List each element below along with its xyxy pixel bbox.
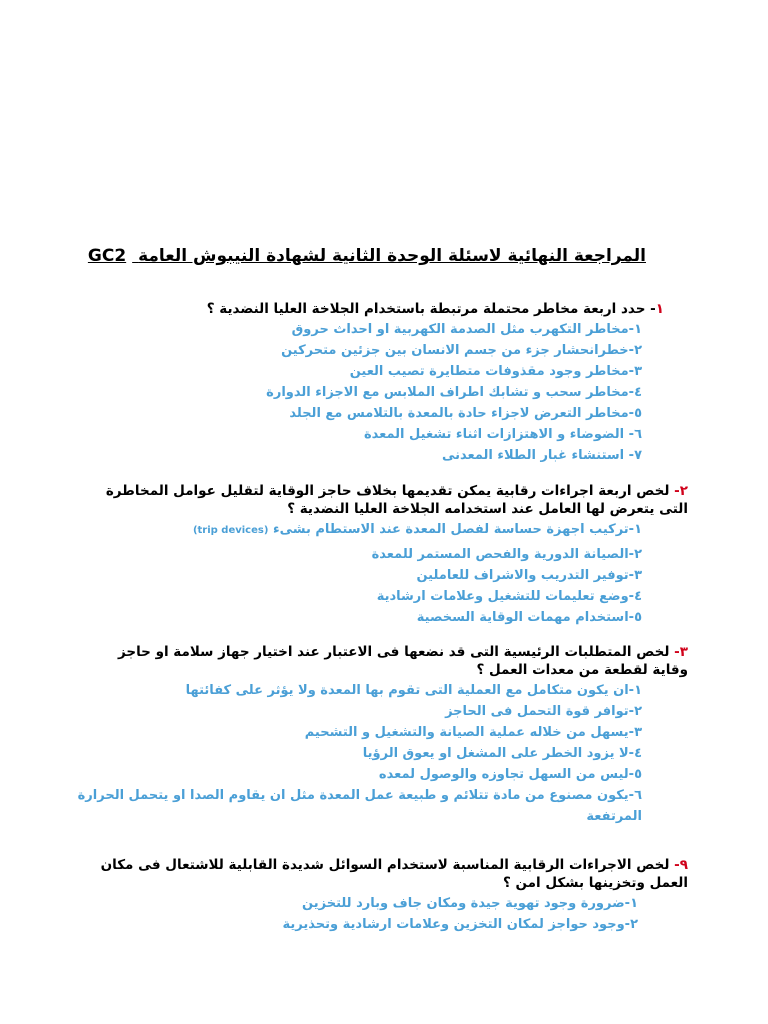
answer-item: ٧- استنشاء غبار الطلاء المعدنى [441,448,642,463]
question-text: لخص اربعة اجراءات رقابية يمكن تقديمها بخلاف حاجز الوقاية لتقليل عوامل المخاطرة التى يتعرض لها العامل عند استخدامه الجلاخة العليا النضدية ؟ [105,483,688,517]
title-text: المراجعة النهائية لاسئلة الوحدة الثانية لشهادة النيبوش العامة [138,246,646,266]
question-number: ٣- [674,644,688,660]
answer-item: ٢-وجود حواجز لمكان التخزين وعلامات ارشادية وتحذيرية [282,917,638,932]
answer-item: ١-ان يكون متكامل مع العملية التى تقوم بها المعدة ولا يؤثر على كفائتها [185,683,642,698]
answer-item: ٣-يسهل من خلاله عملية الصيانة والتشغيل و التشحيم [304,725,642,740]
question-number: ٢- [674,483,688,499]
answer-item: ٢-الصيانة الدورية والفحص المستمر للمعدة [371,547,642,562]
answer-item: ٦-يكون مصنوع من مادة تتلائم و طبيعة عمل المعدة مثل ان يقاوم الصدا او يتحمل الحرارة المرتفعة [77,788,642,824]
question-number: ١ [655,301,664,317]
question-number: ٩- [674,857,688,873]
answer-item: ٦- الضوضاء و الاهتزازات اثناء تشغيل المعدة [363,427,642,442]
title-code: GC2 [87,246,127,266]
question-2 [78,482,688,518]
answer-item: ٥-ليس من السهل تجاوزه والوصول لمعده [378,767,642,782]
answer-item: ٣-توفير التدريب والاشراف للعاملين [416,568,642,583]
question-text: لخص الاجراءات الرقابية المناسبة لاستخدام السوائل شديدة القابلية للاشتعال فى مكان العمل وتخزينها بشكل امن ؟ [100,857,688,891]
answer-item: ١-ضرورة وجود تهوية جيدة ومكان جاف وبارد للتخزين [302,896,638,911]
answer-item: ٢-توافر قوة التحمل فى الحاجز [445,704,642,719]
answer-list-9 [138,893,638,935]
answer-list-1 [142,319,642,466]
question-3 [78,643,688,679]
answer-item: ٤-مخاطر سحب و تشابك اطراف الملابس مع الاجزاء الدوارة [266,385,642,400]
answer-item: ٤-وضع تعليمات للتشغيل وعلامات ارشادية [376,589,642,604]
question-1 [64,300,664,318]
page-title [87,246,646,266]
answer-item: ١-تركيب اجهزة حساسة لفصل المعدة عند الاستطام بشىء [272,522,642,537]
answer-list-3 [72,680,642,827]
answer-item: ٤-لا يزود الخطر على المشغل او يعوق الرؤيا [362,746,642,761]
question-text: - حدد اربعة مخاطر محتملة مرتبطة باستخدام الجلاخة العليا النضدية ؟ [206,301,656,317]
question-text: لخص المتطلبات الرئيسية التى قد نضعها فى الاعتبار عند اختيار جهاز سلامة او حاجز وقاية لقطعة من معدات العمل ؟ [117,644,688,678]
answer-list-2 [122,519,642,628]
answer-item: ٥-مخاطر التعرض لاجزاء حادة بالمعدة بالتلامس مع الجلد [289,406,642,421]
answer-item: ٥-استخدام مهمات الوقاية السخصية [416,610,642,625]
answer-item-with-note [122,519,642,541]
question-9 [78,856,688,892]
answer-item: ٢-خطرانحشار جزء من جسم الانسان بين جزئين متحركين [281,343,642,358]
answer-note: (trip devices) [192,525,269,536]
answer-item: ٣-مخاطر وجود مقذوفات متطايرة تصيب العين [349,364,642,379]
answer-item: ١-مخاطر التكهرب مثل الصدمة الكهربية او احداث حروق [291,322,642,337]
